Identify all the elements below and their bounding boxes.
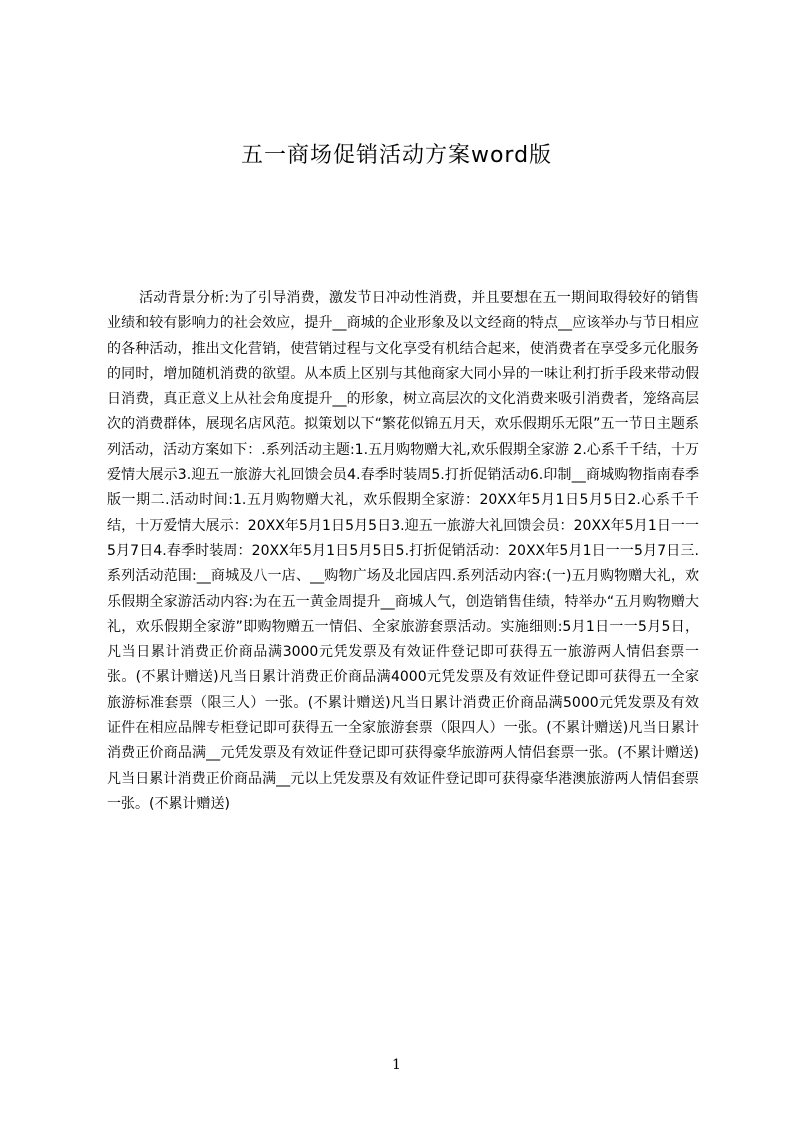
document-title: 五一商场促销活动方案word版 [240,143,553,168]
page-number: 1 [392,1057,401,1073]
body-paragraph: 活动背景分析:为了引导消费，激发节日冲动性消费，并且要想在五一期间取得较好的销售业绩和较有影响力的社会效应，提升__商城的企业形象及以文经商的特点__应该举办与节日相应的各种活动，推出文化营销，使营销过程与文化享受有机结合起来，使消费者在享受多元化服务的同时，增加随机消费的欲望。从本质上区别与其他商家大同小异的一味让利打折手段来带动假日消费，真正意义上从社会角度提升__的形象，树立高层次的文化消费来吸引消费者，笼络高层次的消费群体，展现名店风范。拟策划以下“繁花似锦五月天，欢乐假期乐无限”五一节日主题系列活动，活动方案如下：.系列活动主题:1.五月购物赠大礼,欢乐假期全家游 2.心系千千结，十万爱情大展示3.迎五一旅游大礼回馈会员4.春季时装周5.打折促销活动6.印制__商城购物指南春季版一期二.活动时间:1.五月购物赠大礼，欢乐假期全家游：20XX年5月1日5月5日2.心系千千结，十万爱情大展示：20XX年5月1日5月5日3.迎五一旅游大礼回馈会员：20XX年5月1日一一5月7日4.春季时装周：20XX年5月1日5月5日5.打折促销活动：20XX年5月1日一一5月7日三.系列活动范围:__商城及八一店、__购物广场及北园店四.系列活动内容:(一)五月购物赠大礼，欢乐假期全家游活动内容:为在五一黄金周提升__商城人气，创造销售佳绩，特举办“五月购物赠大礼，欢乐假期全家游”即购物赠五一情侣、全家旅游套票活动。实施细则:5月1日一一5月5日，凡当日累计消费正价商品满3000元凭发票及有效证件登记即可获得五一旅游两人情侣套票一张。(不累计赠送)凡当日累计消费正价商品满4000元凭发票及有效证件登记即可获得五一全家旅游标准套票（限三人）一张。(不累计赠送)凡当日累计消费正价商品满5000元凭发票及有效证件在相应品牌专柜登记即可获得五一全家旅游套票（限四人）一张。(不累计赠送)凡当日累计消费正价商品满__元凭发票及有效证件登记即可获得豪华旅游两人情侣套票一张。(不累计赠送)凡当日累计消费正价商品满__元以上凭发票及有效证件登记即可获得豪华港澳旅游两人情侣套票一张。(不累计赠送) [107,290,699,812]
